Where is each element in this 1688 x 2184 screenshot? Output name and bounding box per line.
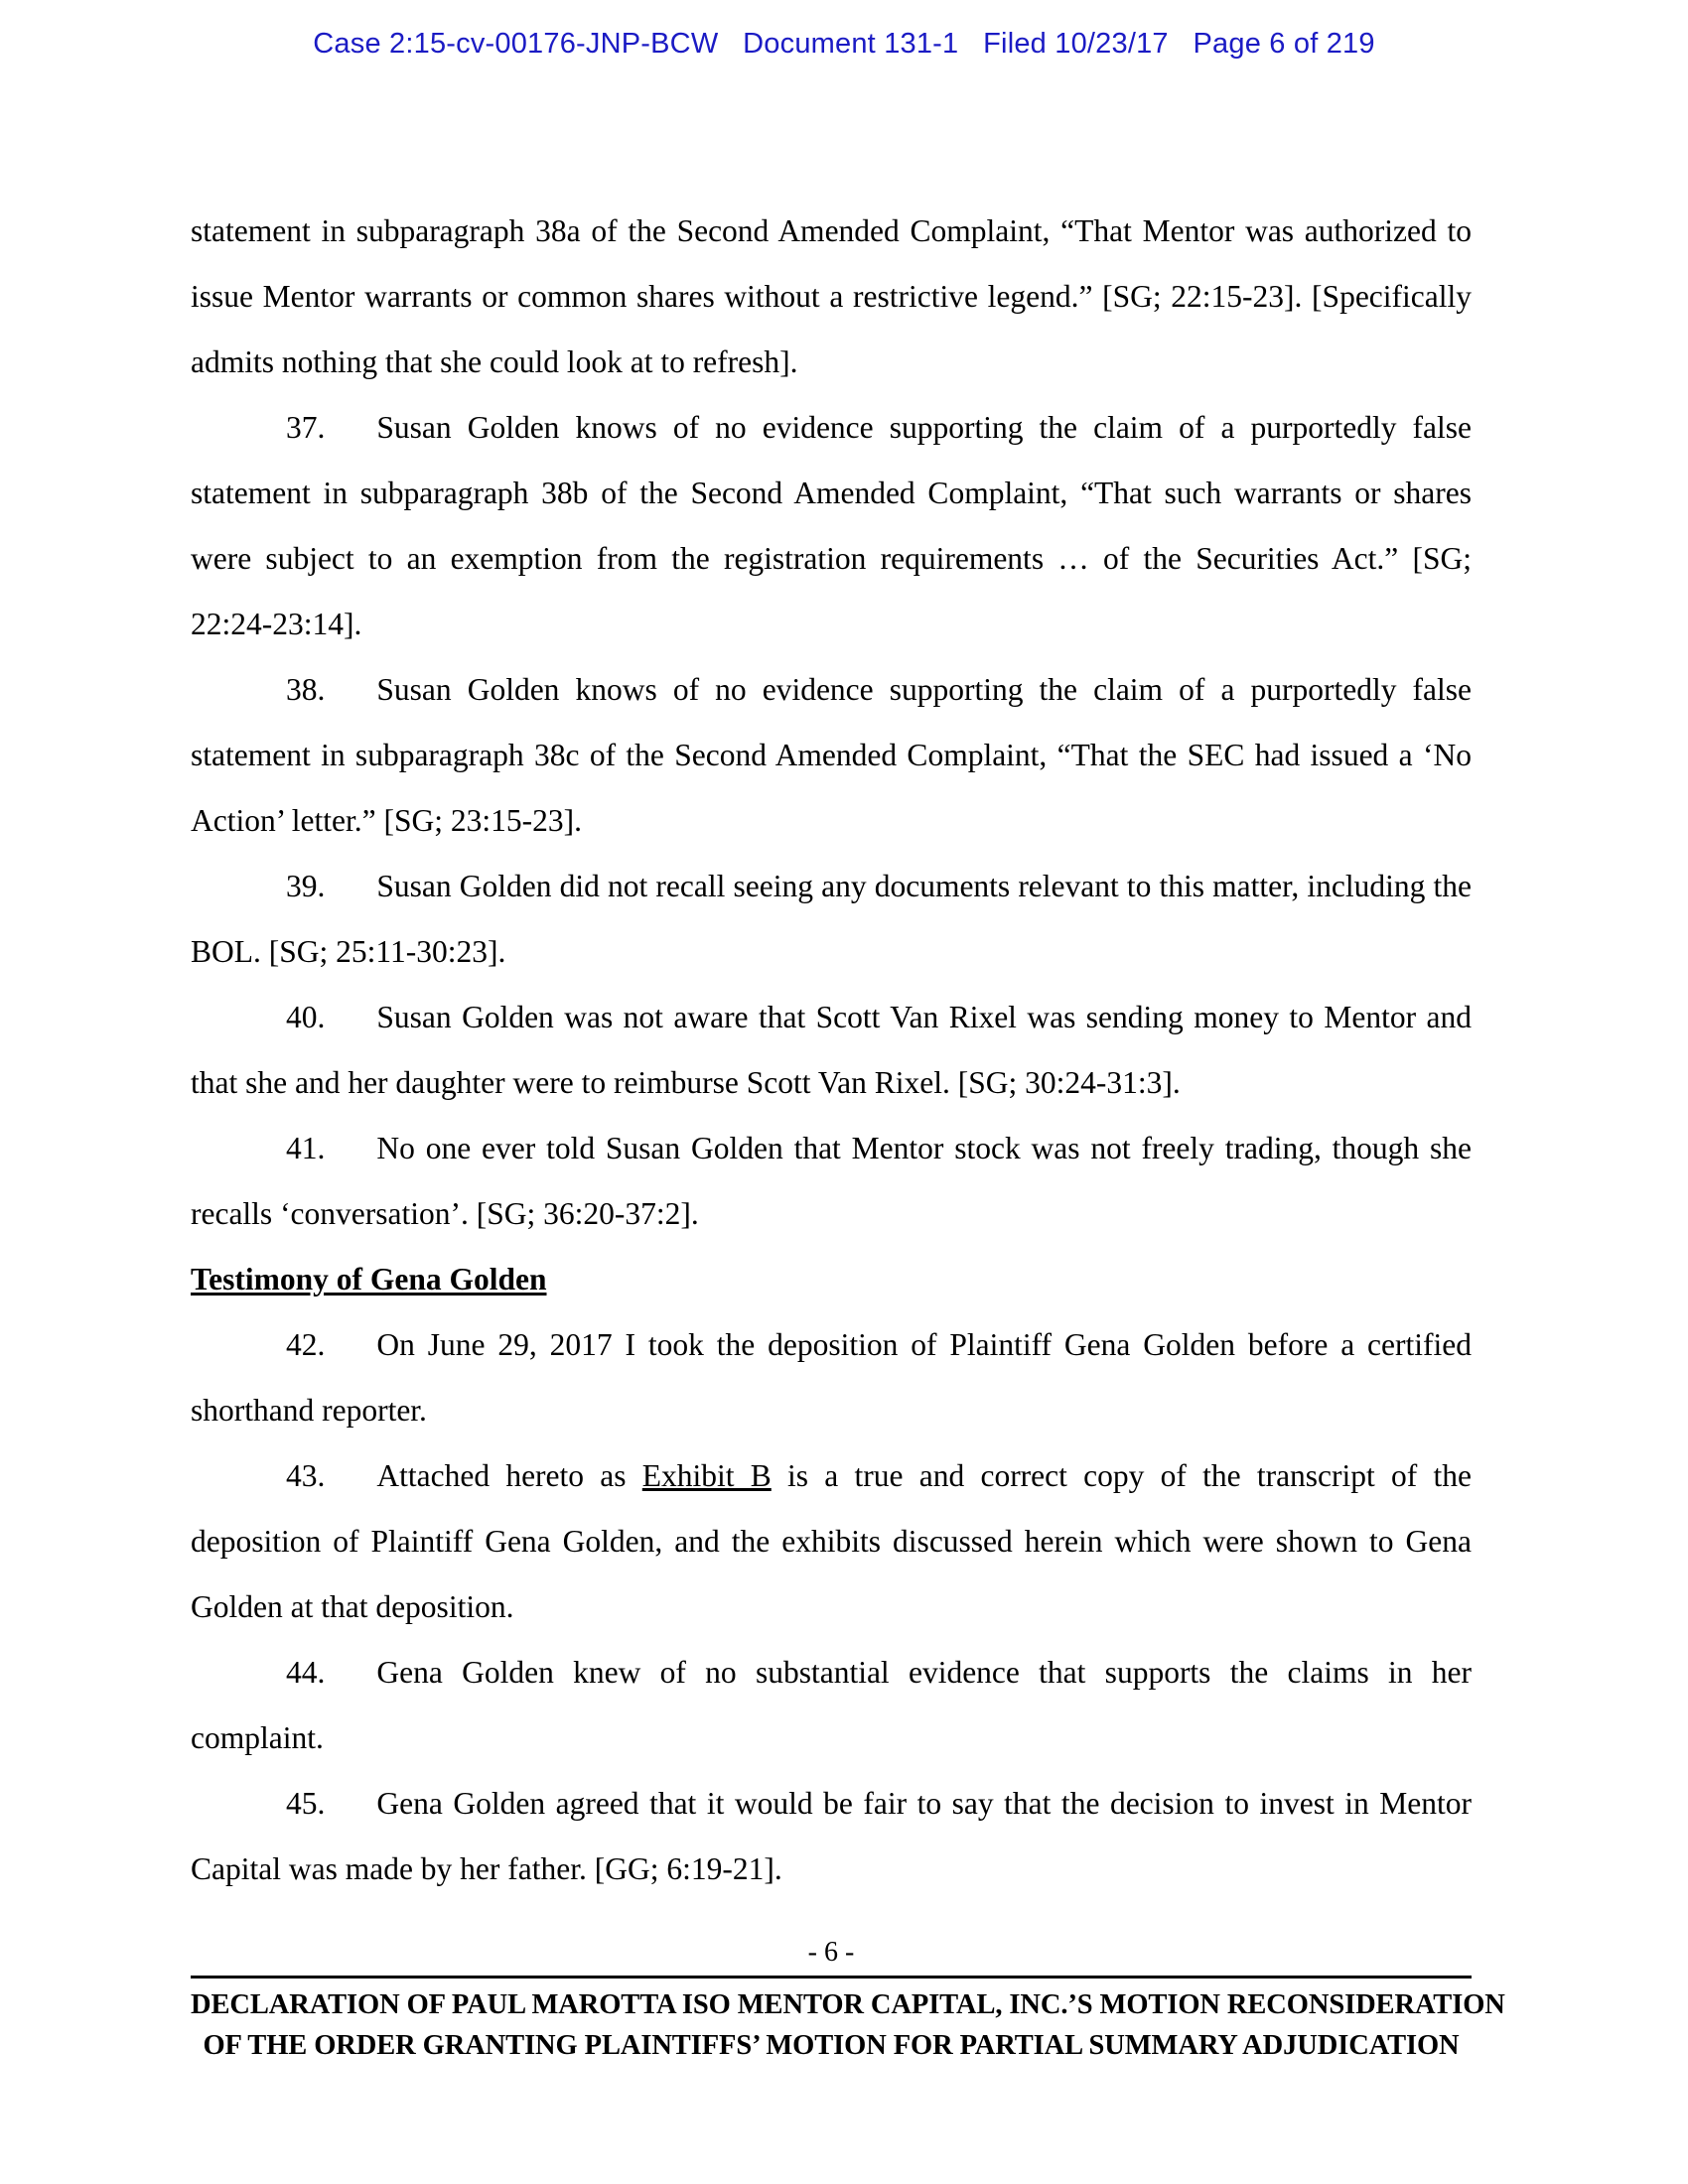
paragraph-number: 41. (286, 1131, 326, 1165)
exhibit-b-reference: Exhibit B (641, 1458, 772, 1493)
numbered-paragraph-40 (191, 985, 1472, 1116)
numbered-paragraph-39 (191, 854, 1472, 985)
paragraph-text: Susan Golden knows of no evidence supporting the claim of a purportedly false statement in subparagraph 38c of the Second Amended Complaint, “That the SEC had issued a ‘No Action’ letter.” [SG; 23:15-23]. (191, 672, 1472, 838)
document-body (191, 199, 1472, 1902)
numbered-paragraph-37 (191, 395, 1472, 657)
numbered-paragraph-43 (191, 1443, 1472, 1640)
page-number: - 6 - (807, 1937, 855, 1968)
section-heading-testimony-of-gena-golden: Testimony of Gena Golden (191, 1262, 547, 1297)
paragraph-number: 40. (286, 1000, 326, 1034)
paragraph-text: Susan Golden was not aware that Scott Van Rixel was sending money to Mentor and that she and her daughter were to reimburse Scott Van Rixel. [SG; 30:24-31:3]. (191, 1000, 1472, 1100)
numbered-paragraph-38 (191, 657, 1472, 854)
paragraph-text: Susan Golden knows of no evidence supporting the claim of a purportedly false statement in subparagraph 38b of the Second Amended Complaint, “That such warrants or shares were subject to an exemption from the registration requirements … of the Securities Act.” [SG; 22:24-23:14]. (191, 410, 1472, 641)
paragraph-text: On June 29, 2017 I took the deposition of Plaintiff Gena Golden before a certified shorthand reporter. (191, 1327, 1472, 1428)
paragraph-text: Gena Golden agreed that it would be fair to say that the decision to invest in Mentor Capital was made by her father. [GG; 6:19-21]. (191, 1786, 1472, 1886)
paragraph-number: 38. (286, 672, 326, 707)
footer-divider (191, 1976, 1472, 1979)
paragraph-number: 43. (286, 1458, 326, 1493)
numbered-paragraph-42 (191, 1312, 1472, 1443)
page-footer (191, 1936, 1505, 2066)
footer-title-line-2: OF THE ORDER GRANTING PLAINTIFFS’ MOTION FOR PARTIAL SUMMARY ADJUDICATION (203, 2030, 1460, 2061)
numbered-paragraph-44 (191, 1640, 1472, 1771)
paragraph-text: No one ever told Susan Golden that Mentor stock was not freely trading, though she recalls ‘conversation’. [SG; 36:20-37:2]. (191, 1131, 1472, 1231)
ecf-header-stamp: Case 2:15-cv-00176-JNP-BCW Document 131-1 Filed 10/23/17 Page 6 of 219 (313, 28, 1375, 60)
paragraph-number: 44. (286, 1655, 326, 1690)
paragraph-number: 45. (286, 1786, 326, 1821)
paragraph-number: 39. (286, 869, 326, 903)
numbered-paragraph-45 (191, 1771, 1472, 1902)
paragraph-text-after-exhibit: is a true and correct copy of the transcript of the deposition of Plaintiff Gena Golden, and the exhibits discussed herein which were shown to Gena Golden at that deposition. (191, 1458, 1472, 1624)
numbered-paragraph-41 (191, 1116, 1472, 1247)
continued-paragraph: statement in subparagraph 38a of the Second Amended Complaint, “That Mentor was authorized to issue Mentor warrants or common shares without a restrictive legend.” [SG; 22:15-23]. [Specifically admits nothing that she could look at to refresh]. (191, 213, 1472, 379)
paragraph-number: 42. (286, 1327, 326, 1362)
paragraph-text-before-exhibit: Attached hereto as (376, 1458, 642, 1493)
paragraph-text: Gena Golden knew of no substantial evidence that supports the claims in her complaint. (191, 1655, 1472, 1755)
paragraph-text: Susan Golden did not recall seeing any documents relevant to this matter, including the BOL. [SG; 25:11-30:23]. (191, 869, 1472, 969)
footer-title-line-1: DECLARATION OF PAUL MAROTTA ISO MENTOR CAPITAL, INC.’S MOTION RECONSIDERATION (191, 1989, 1505, 2020)
paragraph-number: 37. (286, 410, 326, 445)
